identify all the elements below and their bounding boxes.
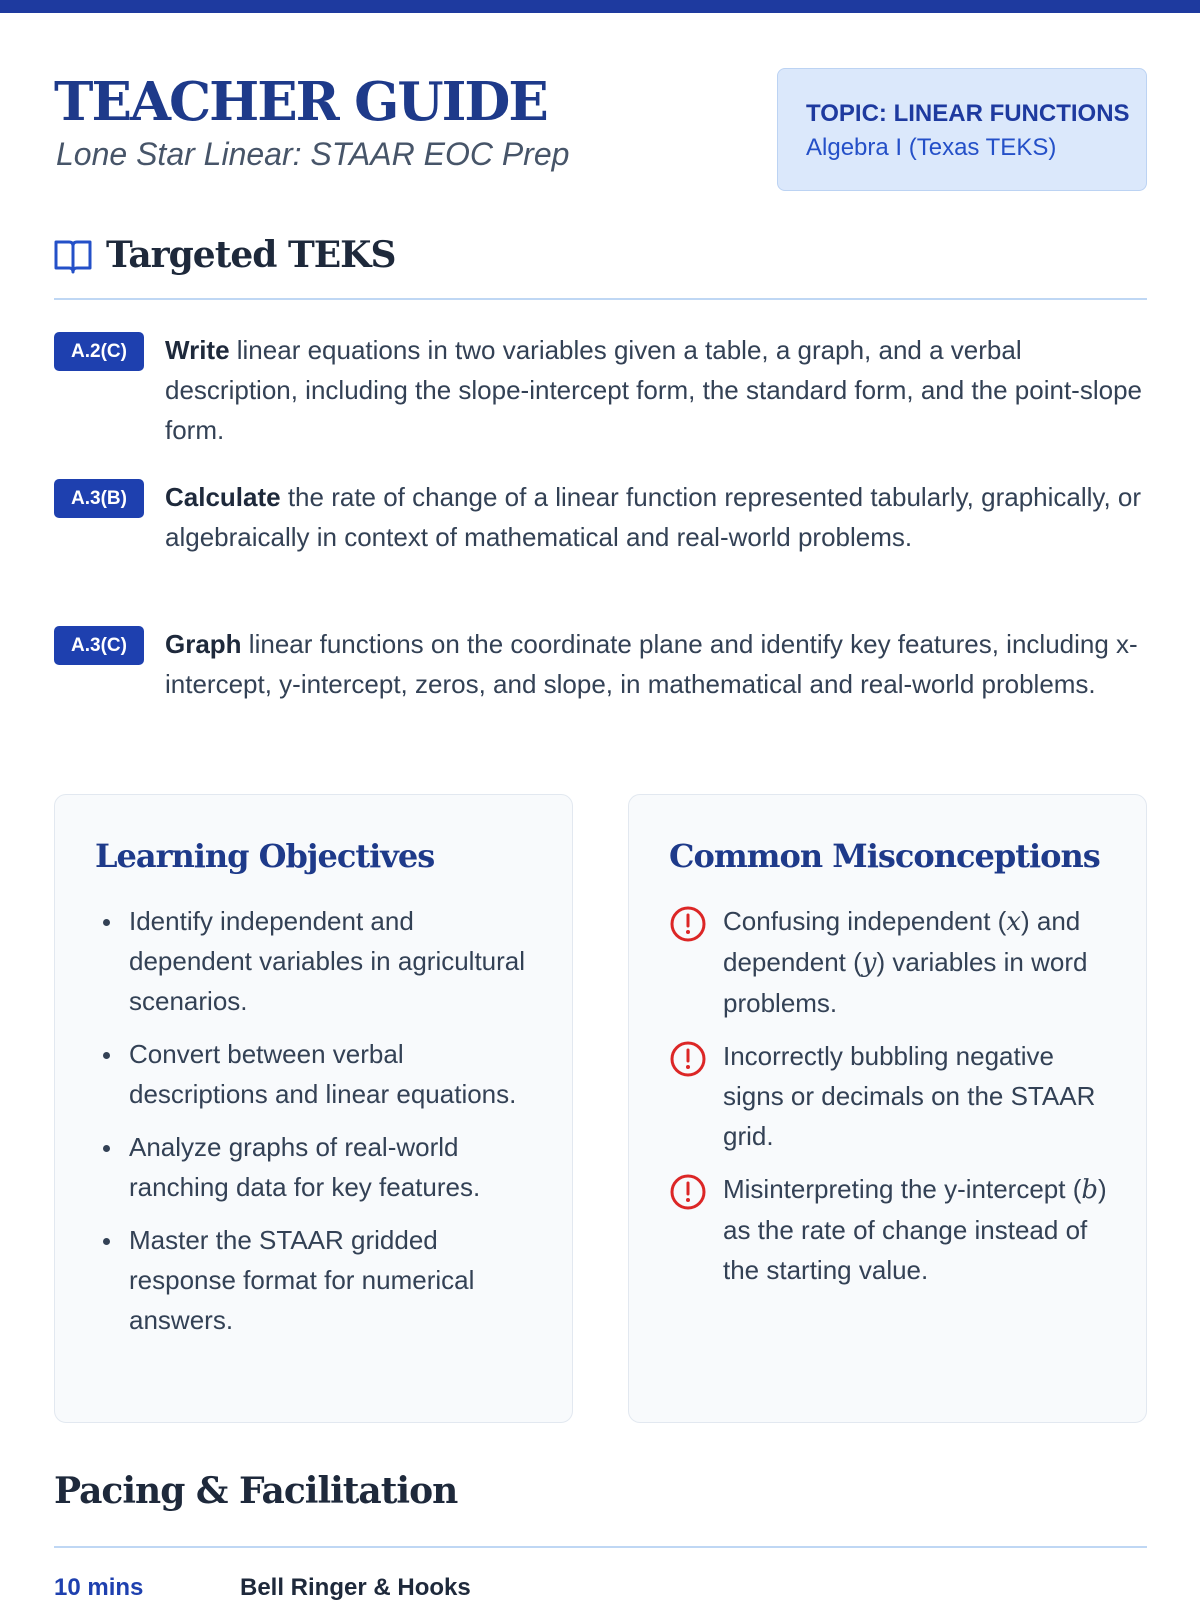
teks-section-title: Targeted TEKS [106, 234, 396, 276]
objective-item: Convert between verbal descriptions and linear equations. [95, 1034, 535, 1114]
teks-item [54, 477, 1147, 597]
misconception-item [669, 1036, 1119, 1156]
misconception-item [669, 1169, 1119, 1290]
teks-description [165, 477, 1145, 557]
topic-course: Algebra I (Texas TEKS) [806, 134, 1057, 161]
teks-code-badge: A.3(B) [54, 479, 144, 518]
teks-code-badge: A.3(C) [54, 626, 144, 665]
misconception-text: Misinterpreting the y-intercept ( [723, 1174, 1082, 1204]
teks-description [165, 624, 1145, 704]
alert-circle-icon [669, 1173, 707, 1211]
pacing-time: 10 mins [54, 1574, 144, 1600]
objectives-list [95, 901, 535, 1353]
teks-verb: Write [165, 335, 230, 365]
math-variable: y [861, 948, 877, 978]
misconception-item [669, 901, 1119, 1023]
common-misconceptions-title: Common Misconceptions [669, 837, 1100, 875]
math-variable: x [1006, 907, 1021, 937]
common-misconceptions-card [628, 794, 1147, 1423]
teks-description-text: linear functions on the coordinate plane and identify key features, including x-intercept, y-intercept, zeros, and slope, in mathematical and real-world problems. [165, 629, 1138, 699]
alert-circle-icon [669, 905, 707, 943]
teks-description [165, 330, 1145, 450]
pacing-section-title: Pacing & Facilitation [54, 1470, 458, 1512]
misconception-text: ) and dependent ( [723, 906, 1081, 977]
teks-verb: Calculate [165, 482, 281, 512]
topic-label: TOPIC: LINEAR FUNCTIONS [806, 100, 1130, 127]
misconception-text: ) variables in word problems. [723, 947, 1088, 1018]
teks-verb: Graph [165, 629, 242, 659]
page-title: TEACHER GUIDE [54, 71, 547, 133]
teks-description-text: the rate of change of a linear function represented tabularly, graphically, or algebraically in context of mathematical and real-world problems. [165, 482, 1142, 552]
teks-description-text: linear equations in two variables given a table, a graph, and a verbal description, including the slope-intercept form, the standard form, and the point-slope form. [165, 335, 1142, 445]
learning-objectives-card [54, 794, 573, 1423]
teks-item [54, 330, 1147, 450]
top-accent-bar [0, 0, 1200, 13]
misconception-text: Incorrectly bubbling negative signs or decimals on the STAAR grid. [723, 1041, 1096, 1151]
topic-box [777, 68, 1147, 191]
teks-item [54, 624, 1147, 744]
page-subtitle: Lone Star Linear: STAAR EOC Prep [56, 136, 570, 172]
objective-item: Identify independent and dependent variables in agricultural scenarios. [95, 901, 535, 1021]
misconceptions-list [669, 901, 1119, 1303]
pacing-section-header [54, 1462, 1147, 1548]
alert-circle-icon [669, 1040, 707, 1078]
pacing-activity: Bell Ringer & Hooks [240, 1574, 471, 1600]
book-icon [54, 238, 92, 274]
teks-code-badge: A.2(C) [54, 332, 144, 371]
math-variable: b [1081, 1175, 1099, 1205]
teks-section-header [54, 228, 1147, 300]
learning-objectives-title: Learning Objectives [95, 837, 435, 875]
misconception-text: ) as the rate of change instead of the starting value. [723, 1174, 1107, 1285]
objective-item: Analyze graphs of real-world ranching data for key features. [95, 1127, 535, 1207]
misconception-text: Confusing independent ( [723, 906, 1007, 936]
objective-item: Master the STAAR gridded response format for numerical answers. [95, 1220, 535, 1340]
page-header [54, 70, 1147, 196]
pacing-row [54, 1574, 1147, 1600]
